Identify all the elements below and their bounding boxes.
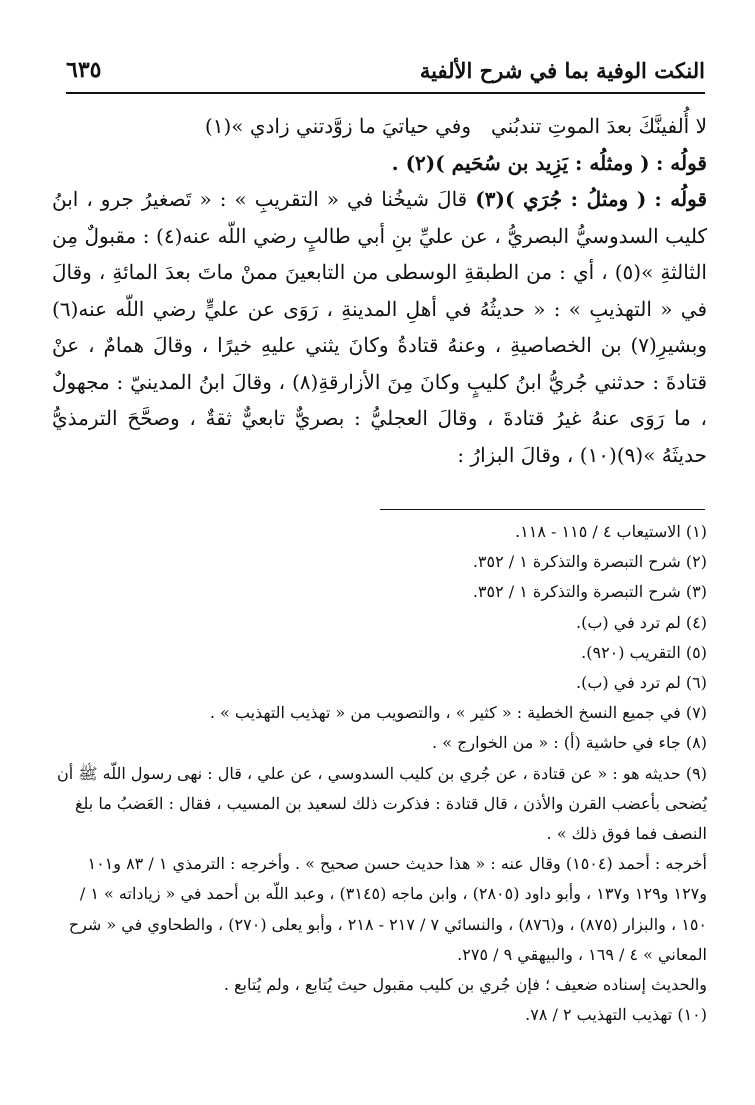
commentary-line-1: [52, 145, 707, 182]
footnote: (٥) التقريب (٩٢٠).: [581, 642, 707, 662]
footnote: (٤) لم ترد في (ب).: [576, 612, 707, 632]
paragraph-text: قالَ شيخُنا في « التقريبِ » : « تَصغيرُ جرو ، ابنُ كليب السدوسيُّ البصريُّ ، عن عليِّ بنِ أبي طالبٍ رضي اللّه عنه(٤) : مقبولٌ مِن الثالثةِ »(٥) ، أي : من الطبقةِ الوسطى من التابعينَ ممنْ ماتَ بعدَ المائةِ ، وقالَ في « التهذيبِ » : « حديثُهُ في أهلِ المدينةِ ، رَوَى عن عليٍّ رضي اللّه عنه(٦) وبشيرِ(٧) بن الخصاصيةِ ، وعنهُ قتادةُ وكانَ يثني عليهِ خيرًا ، وقالَ همامٌ ، عنْ قتادةَ : حدثني جُريُّ ابنُ كليبٍ وكانَ مِنَ الأزارقةِ(٨) ، وقالَ ابنُ المدينيّ : مجهولٌ ، ما رَوَى عنهُ غيرُ قتادةَ ، وقالَ العجليُّ : بصريٌّ تابعيٌّ ثقةٌ ، وصحَّحَ الترمذيُّ حديثَهُ »(٩)(١٠) ، وقالَ البزارُ :: [52, 187, 708, 467]
footnote: (١٠) تهذيب التهذيب ٢ / ٧٨.: [525, 1005, 707, 1025]
main-text: [52, 108, 707, 473]
footnote: (٦) لم ترد في (ب).: [576, 673, 707, 693]
qawluhu-label: قولُه :: [654, 187, 708, 211]
page-header: [66, 48, 705, 94]
footnote: (٨) جاء في حاشية (أ) : « من الخوارج » .: [432, 733, 707, 753]
footnote: (٩) حديثه هو : « عن قتادة ، عن جُري بن كليب السدوسي ، عن علي ، قال : نهى رسول اللّه ﷺ أن يُضحى بأعضب القرن والأذن ، قال قتادة : فذكرت ذلك لسعيد بن المسيب ، فقال : العَضبُ ما بلغ النصف فما فوق ذلك » .: [56, 763, 707, 844]
quoted-matn: ( ومثلُ : جُرَي )(٣): [475, 187, 647, 211]
verse-hemistich-first: لا أُلفينَّكَ بعدَ الموتِ تندبُني: [491, 114, 707, 138]
commentary-paragraph: [52, 181, 707, 473]
page-number: ٦٣٥: [66, 57, 102, 83]
footnote: (٣) شرح التبصرة والتذكرة ١ / ٣٥٢.: [472, 582, 707, 602]
footnote-separator: [380, 509, 705, 510]
footnotes: [52, 517, 707, 1030]
footnote: (٧) في جميع النسخ الخطية : « كثير » ، والتصويب من « تهذيب التهذيب » .: [209, 703, 707, 723]
verse-hemistich-second: وفي حياتيَ ما زوَّدتني زادي »(١): [204, 114, 471, 138]
footnote: (١) الاستيعاب ٤ / ١١٥ - ١١٨.: [515, 522, 707, 541]
poetry-verse: [52, 108, 707, 145]
qawluhu-label: قولُه :: [655, 150, 707, 175]
footnote-continuation: أخرجه : أحمد (١٥٠٤) وقال عنه : « هذا حديث حسن صحيح » . وأخرجه : الترمذي ١ / ٨٣ و١٠١ و١٢٧ و١٢٩ و١٣٧ ، وأبو داود (٢٨٠٥) ، وابن ماجه (٣١٤٥) ، وعبد اللّه بن أحمد في « زياداته » ١ / ١٥٠ ، والبزار (٨٧٥) ، و(٨٧٦) ، والنسائي ٧ / ٢١٧ - ٢١٨ ، وأبو يعلى (٢٧٠) ، والطحاوي في « شرح المعاني » ٤ / ١٦٩ ، والبيهقي ٩ / ٢٧٥.: [68, 854, 707, 964]
running-title: النكت الوفية بما في شرح الألفية: [419, 57, 705, 83]
footnote: (٢) شرح التبصرة والتذكرة ١ / ٣٥٢.: [472, 552, 707, 572]
quoted-matn: ( ومثلُه : يَزِيد بن سُحَيم )(٢) .: [391, 150, 650, 175]
footnote-continuation: والحديث إسناده ضعيف ؛ فإن جُري بن كليب مقبول حيث يُتابع ، ولم يُتابع .: [223, 975, 707, 995]
